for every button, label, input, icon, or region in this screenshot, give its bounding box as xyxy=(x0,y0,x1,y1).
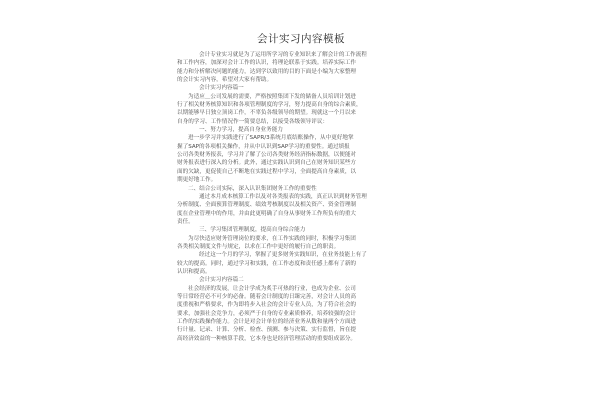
body-line: 较大的提高。同时，通过学习和实践，在工作态度和责任感上都有了新的 xyxy=(177,260,357,267)
body-line: 会计专业实习就是为了运用所学习的专业知识来了解会计的工作流程 xyxy=(199,52,367,58)
body-line: 高经济效益的一种核算手段，它本身也是经济管理活动的重要组成部分。 xyxy=(177,335,357,342)
document-title: 会计实习内容模板 xyxy=(257,33,345,45)
body-line: 二、结合公司实际，深入认识集团财务工作的重要性 xyxy=(188,185,317,192)
body-line: 等日常经营必不可少的必备。随着会计制度的日臻完善，对会计人员的高 xyxy=(177,293,357,300)
body-line: 财务报表进行深入的分析。此外，通过实践认识到自己在财务知识某些方 xyxy=(177,160,357,167)
body-line: 度在企业管理中的作用，并由此更明确了自身从事财务工作所负有的重大 xyxy=(177,210,357,217)
body-line: 会计实习内容篇二 xyxy=(199,277,244,284)
body-line: 的会计实习内容，希望对大家有帮助。 xyxy=(177,77,273,84)
body-line: 认识和提高。 xyxy=(177,268,211,275)
body-line: 一、努力学习，提高自身业务能力 xyxy=(199,127,283,134)
body-line: 要求，加强社会竞争力，必须严于自身的专业素质修养，培养较强的会计 xyxy=(177,310,357,317)
body-line: 分析制度、全面预算管理制度、绩效考核制度以及相关资产、资金管理制 xyxy=(177,202,357,209)
body-line: 握了SAP的各项相关操作，并从中认识到SAP学习的重要性。通过填报 xyxy=(177,143,350,150)
body-line: 会计实习内容篇一 xyxy=(199,85,244,92)
body-line: 能力和分析解决问题的能力，达到学以致用的目的下面是小编为大家整理 xyxy=(177,68,357,75)
body-line: 通过本月成本核算工作以及对各类报表的实践，真正认识到财务管理 xyxy=(199,193,367,200)
body-line: 期更好地工作。 xyxy=(177,177,217,184)
body-line: 各类相关制度文件与规定，以求在工作中更好的履行自己的职责。 xyxy=(177,243,340,250)
body-line: 经过这一个月的学习，掌握了更多财务实践知识，在业务技能上有了 xyxy=(199,252,367,259)
document-body xyxy=(177,51,425,343)
body-line: 度重视和严格要求，作为即将步入社会的会计专业人员，为了符合社会的 xyxy=(177,302,357,309)
document-page xyxy=(163,22,437,394)
body-line: 自身的学习、工作情况作一简要总结，以接受各级领导评议： xyxy=(177,118,329,125)
body-line: 为尽快适应财务管理岗位的要求，在工作实践的同时，积极学习集团 xyxy=(188,235,356,242)
body-line: 行了相关财务核算知识和各项管理制度的学习，努力提高自身的综合素质， xyxy=(177,102,362,109)
body-line: 工作的实践操作能力。会计是对会计单位的经济业务从数和量两个方面进 xyxy=(177,319,357,325)
body-line: 和工作内容，加深对会计工作的认识，将理论联系于实践。培养实际工作 xyxy=(177,60,357,67)
body-line: 社会经济的发展，让会计学成为炙手可热的行业，也成为企业、公司 xyxy=(188,285,356,292)
body-line: 面的欠缺，更促使自己不断地在实践过程中学习，全面提高自身素质，以 xyxy=(177,168,357,175)
body-line: 责任。 xyxy=(177,218,194,225)
body-line: 以期能够早日独立顶岗工作，不辜负各级领导的期望。现就这一个月以来 xyxy=(177,110,357,117)
body-line: 为适应＿公司发展的需要，严格按照集团下发的储备人员培训计划进 xyxy=(188,93,356,100)
body-line: 公司各类财务报表，学习并了解了公司各类财务经济指标数据，以便能对 xyxy=(177,152,357,159)
body-line: 三、学习集团管理制度，提高自身综合能力 xyxy=(199,227,306,234)
body-line: 进一步学习并实践进行了SAPR/3系统月底结账操作，从中更好地掌 xyxy=(188,135,354,142)
body-line: 行计量、记录、计算、分析、检查、预测、参与决策、实行监督，旨在提 xyxy=(177,327,357,334)
